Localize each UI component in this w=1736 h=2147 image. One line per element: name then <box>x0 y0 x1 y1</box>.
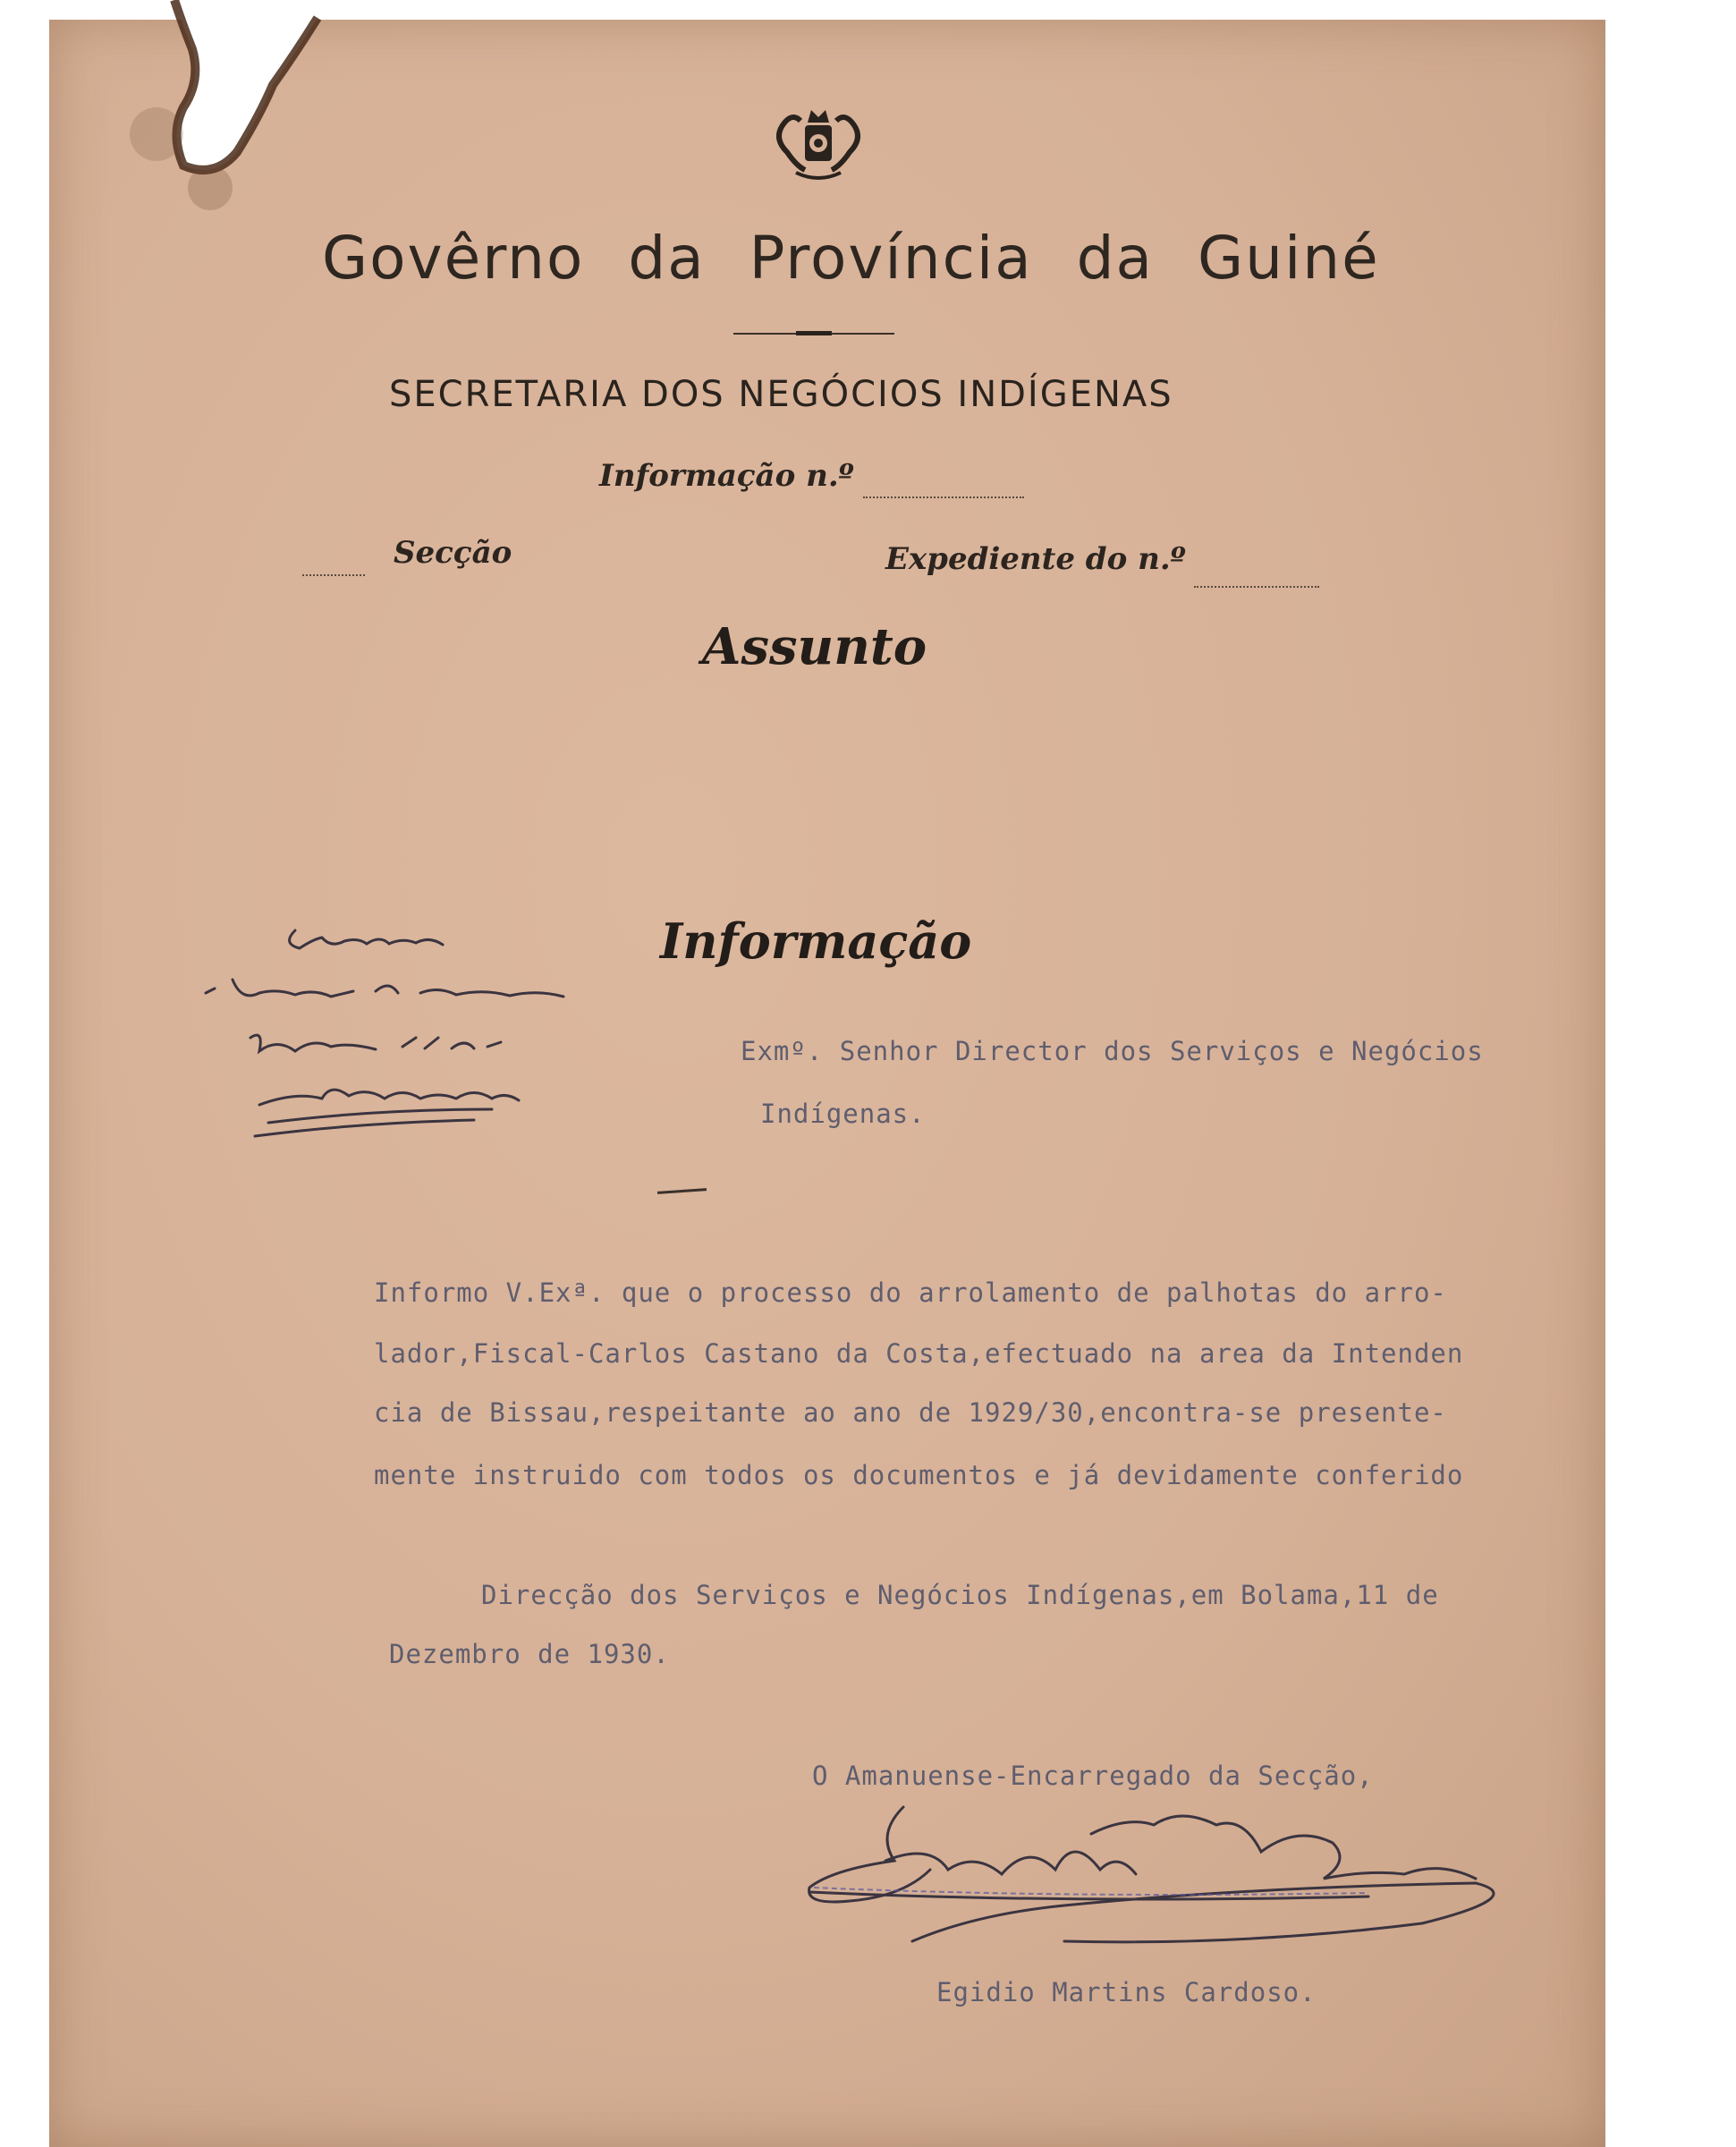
signatory-name: Egidio Martins Cardoso. <box>936 1977 1317 2007</box>
expediente-number-field <box>1194 586 1319 588</box>
government-title: Govêrno da Província da Guiné <box>322 224 1380 293</box>
salutation-line-2: Indígenas. <box>760 1099 926 1129</box>
document-title: Informação <box>660 912 972 970</box>
seccao-label: Secção <box>394 535 512 571</box>
seccao-number-field <box>302 574 365 576</box>
handwritten-dispatch-note <box>197 904 769 1172</box>
closing-line-1: Direcção dos Serviços e Negócios Indígenas,em Bolama,11 de <box>481 1580 1439 1610</box>
burned-corner <box>49 0 335 215</box>
signatory-title: O Amanuense-Encarregado da Secção, <box>812 1761 1374 1791</box>
body-line-3: cia de Bissau,respeitante ao ano de 1929/30,encontra-se presente- <box>374 1397 1447 1428</box>
body-line-4: mente instruido com todos os documentos e já devidamente conferido <box>374 1460 1464 1490</box>
handwritten-signature <box>796 1798 1538 1986</box>
closing-line-2: Dezembro de 1930. <box>389 1639 670 1669</box>
informacao-number-field <box>863 496 1024 498</box>
informacao-number-label: Informação n.º <box>599 458 854 494</box>
salutation-line-1: Exmº. Senhor Director dos Serviços e Negócios <box>741 1036 1484 1066</box>
expediente-label: Expediente do n.º <box>885 541 1186 577</box>
body-line-2: lador,Fiscal-Carlos Castano da Costa,efectuado na area da Intenden <box>374 1338 1464 1369</box>
assunto-label: Assunto <box>702 617 927 676</box>
coat-of-arms-emblem <box>765 103 872 183</box>
body-line-1: Informo V.Exª. que o processo do arrolamento de palhotas do arro- <box>374 1277 1447 1308</box>
department-title: SECRETARIA DOS NEGÓCIOS INDÍGENAS <box>389 374 1173 415</box>
title-divider-accent <box>796 331 832 335</box>
